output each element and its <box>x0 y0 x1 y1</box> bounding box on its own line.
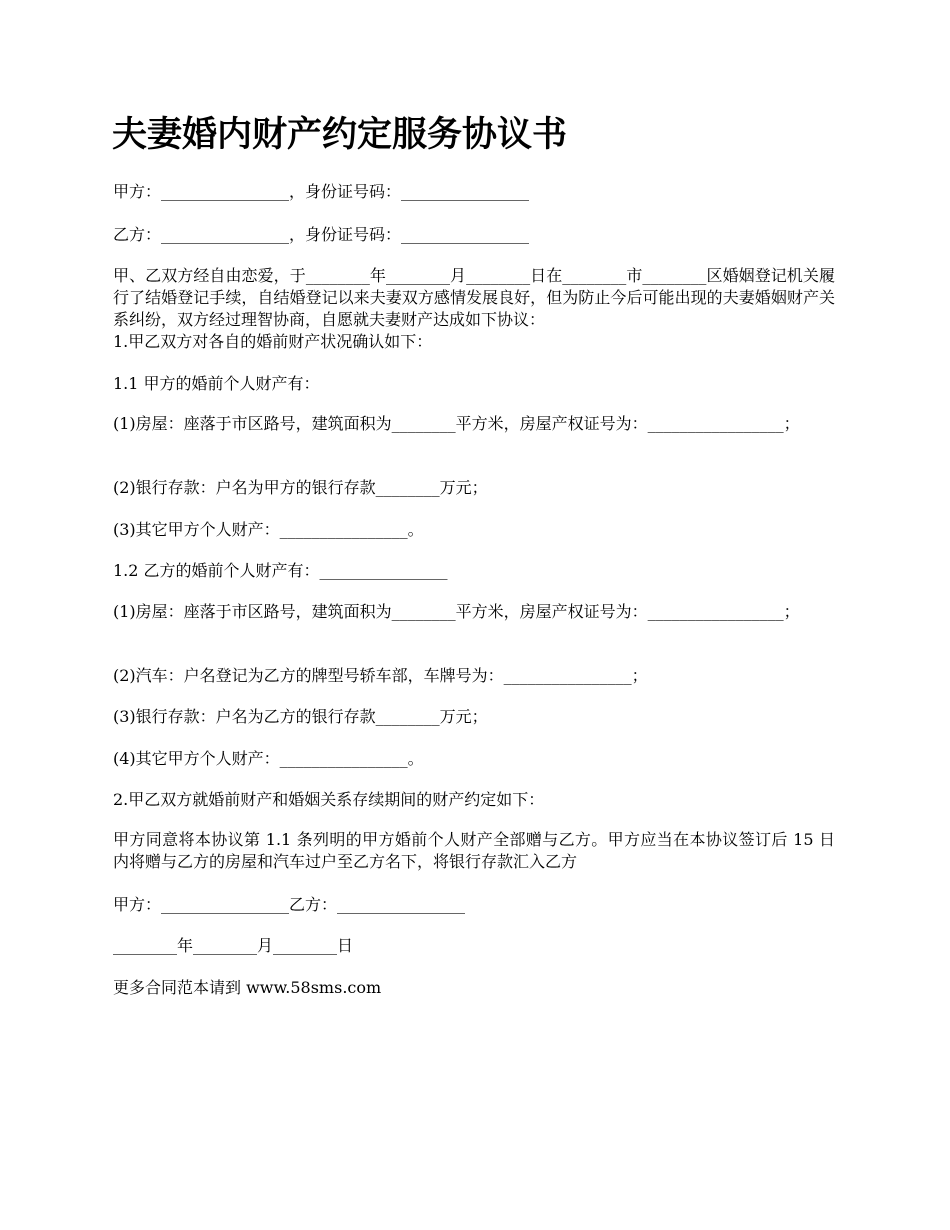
party-a-line: 甲方：________________，身份证号码：________________ <box>113 182 530 201</box>
party-b-car-item: (2)汽车：户名登记为乙方的牌型号轿车部，车牌号为：________________； <box>113 666 648 685</box>
document-title: 夫妻婚内财产约定服务协议书 <box>112 115 568 155</box>
party-a-bank-item: (2)银行存款：户名为甲方的银行存款________万元； <box>113 478 488 497</box>
section-1-heading: 1.甲乙双方对各自的婚前财产状况确认如下： <box>113 332 433 351</box>
section-2-heading: 2.甲乙双方就婚前财产和婚姻关系存续期间的财产约定如下： <box>113 790 545 809</box>
party-b-line: 乙方：________________，身份证号码：________________ <box>113 225 530 244</box>
party-b-other-item: (4)其它甲方个人财产：________________。 <box>113 749 424 768</box>
party-b-house-item: (1)房屋：座落于市区路号，建筑面积为________平方米，房屋产权证号为：_________________； <box>113 602 800 621</box>
section-2-body: 甲方同意将本协议第 1.1 条列明的甲方婚前个人财产全部赠与乙方。甲方应当在本协议签订后 15 日内将赠与乙方的房屋和汽车过户至乙方名下，将银行存款汇入乙方 <box>113 830 835 871</box>
party-b-bank-item: (3)银行存款：户名为乙方的银行存款________万元； <box>113 707 488 726</box>
section-1-1-heading: 1.1 甲方的婚前个人财产有： <box>113 374 320 393</box>
intro-paragraph: 甲、乙双方经自由恋爱，于________年________月________日在________市________区婚姻登记机关履行了结婚登记手续，自结婚登记以来夫妻双方感情发展良好，但为防止今后可能出现的夫妻婚姻财产关系纠纷，双方经过理智协商，自愿就夫妻财产达成如下协议： <box>113 266 835 329</box>
section-1-2-heading: 1.2 乙方的婚前个人财产有：________________ <box>113 561 448 580</box>
signature-line: 甲方：________________乙方：________________ <box>113 895 466 914</box>
date-line: ________年________月________日 <box>113 936 354 955</box>
party-a-house-item: (1)房屋：座落于市区路号，建筑面积为________平方米，房屋产权证号为：_________________； <box>113 414 800 433</box>
party-a-other-item: (3)其它甲方个人财产：________________。 <box>113 520 424 539</box>
footer-link-text: 更多合同范本请到 www.58sms.com <box>113 978 382 997</box>
